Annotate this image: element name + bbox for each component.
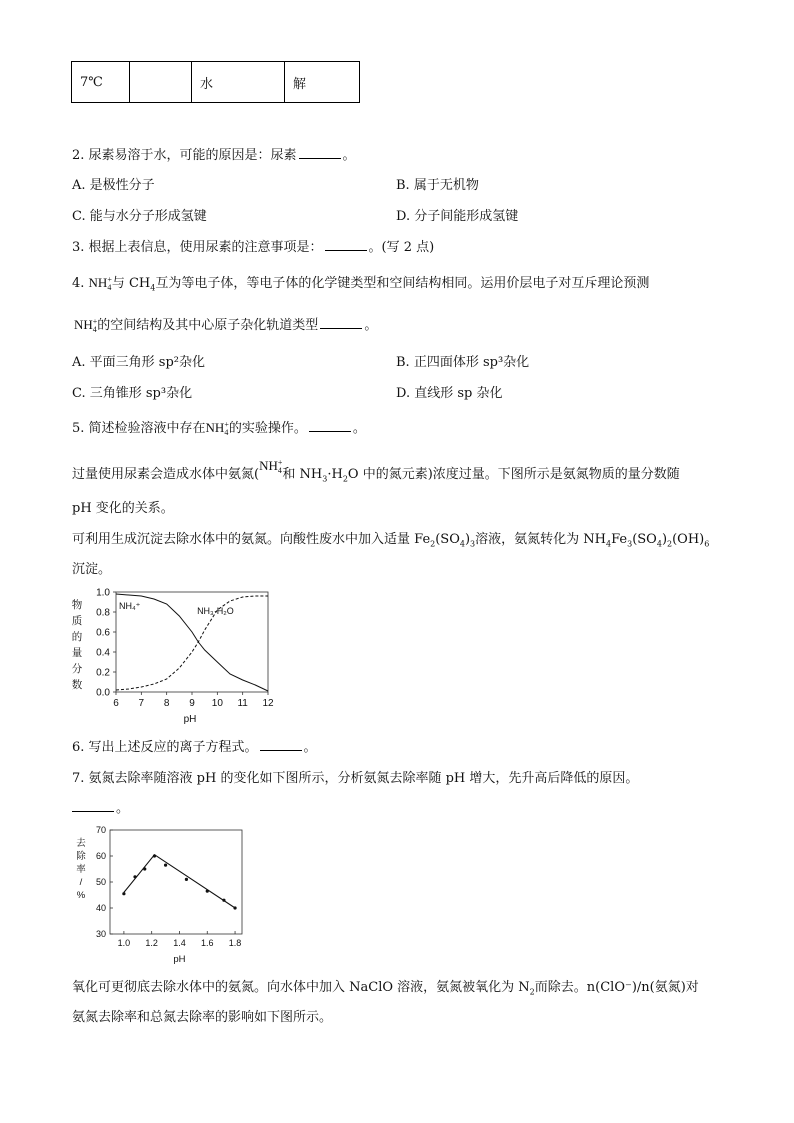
series-label-nh3h2o: NH₃·H₂O [197, 606, 234, 616]
y-tick-label: 50 [95, 877, 106, 887]
answer-blank[interactable] [325, 238, 367, 251]
chart-removal-rate [66, 820, 256, 970]
chart-ammonia-fraction [66, 580, 286, 730]
ammonium-ion: NH + 4 [74, 317, 98, 335]
x-tick-label: 1.6 [201, 938, 214, 948]
trend-line [124, 855, 235, 908]
data-point [164, 864, 167, 867]
x-tick-label: 1.0 [117, 938, 131, 948]
answer-blank[interactable] [72, 799, 114, 812]
question-4: 4. NH + 4 与 $CH_4$互为等电子体，等电子体的化学键类型和空间结构相同。运用价层电子对互斥理论预测 [72, 275, 650, 293]
option-a: A. 平面三角形 sp²杂化 [72, 355, 205, 370]
answer-blank[interactable] [260, 738, 302, 751]
y-axis-label-char: 物 [71, 599, 83, 611]
plot-frame [110, 830, 242, 934]
y-axis-label-char: 的 [71, 631, 83, 643]
table-cell: 7℃ [72, 62, 130, 103]
answer-blank[interactable] [320, 316, 362, 329]
x-tick-label: 11 [237, 698, 248, 709]
series-label-nh4: NH₄⁺ [119, 601, 141, 611]
question-6: 6. 写出上述反应的离子方程式。 。 [72, 740, 317, 755]
paragraph-precipitation-line-2: 沉淀。 [72, 562, 112, 577]
question-5: 5. 简述检验溶液中存在NH + 4 的实验操作。 。 [72, 420, 366, 438]
x-tick-label: 10 [211, 698, 223, 709]
y-axis-label-char: 质 [71, 615, 83, 627]
y-axis-label-char: / [79, 877, 83, 888]
option-c: C. 能与水分子形成氢键 [72, 209, 207, 224]
option-d: D. 直线形 sp 杂化 [396, 386, 503, 401]
x-tick-label: 9 [189, 698, 195, 709]
data-point [185, 878, 188, 881]
paragraph-oxidation: 氧化可更彻底去除水体中的氨氮。向水体中加入 NaClO 溶液，氨氮被氧化为 $N_2$而除去。n(ClO⁻)/n(氨氮)对 [72, 980, 699, 997]
paragraph-oxidation-line-2: 氨氮去除率和总氮去除率的影响如下图所示。 [72, 1010, 333, 1025]
y-tick-label: 30 [95, 929, 106, 939]
y-tick-label: 0.4 [96, 647, 110, 659]
question-7: 7. 氨氮去除率随溶液 pH 的变化如下图所示，分析氨氮去除率随 pH 增大，先升高后降低的原因。 [72, 771, 639, 786]
option-c: C. 三角锥形 sp³杂化 [72, 386, 193, 401]
option-b: B. 正四面体形 sp³杂化 [396, 355, 530, 370]
question-4-line-2: NH + 4 的空间结构及其中心原子杂化轨道类型 。 [74, 317, 378, 335]
ammonium-ion: NH + 4 [88, 275, 112, 293]
data-point [122, 892, 125, 895]
question-7-answer: 。 [72, 797, 129, 816]
y-axis-label-char: 量 [71, 647, 83, 659]
question-3-end: 。(写 2 点) [368, 240, 435, 255]
data-point [233, 906, 236, 909]
table-row [72, 62, 360, 103]
x-tick-label: 12 [262, 698, 274, 709]
y-tick-label: 40 [95, 903, 106, 913]
y-axis-label-char: % [76, 890, 86, 901]
x-axis-label: pH [183, 714, 197, 725]
x-tick-label: 1.8 [228, 938, 242, 948]
data-point [206, 890, 209, 893]
data-point [143, 867, 146, 870]
question-2-stem: 2. 尿素易溶于水，可能的原因是：尿素 [72, 148, 297, 163]
question-3-stem: 3. 根据上表信息，使用尿素的注意事项是： [72, 240, 323, 255]
table-cell [130, 62, 192, 103]
y-tick-label: 0.2 [96, 667, 110, 679]
data-point [133, 875, 136, 878]
x-tick-label: 1.4 [173, 938, 186, 948]
y-axis-label-char: 分 [71, 663, 83, 675]
table-cell: 水 [192, 62, 285, 103]
x-axis-label: pH [173, 954, 186, 965]
question-2 [72, 144, 356, 163]
option-a: A. 是极性分子 [72, 178, 155, 193]
y-axis-label-char: 去 [76, 838, 86, 849]
answer-blank[interactable] [309, 419, 351, 432]
y-tick-label: 0.8 [96, 607, 110, 619]
y-tick-label: 1.0 [96, 587, 110, 599]
x-tick-label: 6 [113, 698, 119, 709]
question-2-end: 。 [342, 148, 356, 163]
y-axis-label-char: 除 [76, 851, 86, 862]
question-4-number: 4. [72, 276, 85, 291]
y-axis-label-char: 率 [76, 864, 86, 875]
paragraph-ammonia-line-2: pH 变化的关系。 [72, 501, 174, 516]
x-tick-label: 7 [138, 698, 145, 709]
y-tick-label: 60 [95, 851, 106, 861]
ammonium-ion: NH + 4 [205, 420, 229, 438]
y-tick-label: 0.6 [96, 627, 110, 639]
y-tick-label: 0.0 [96, 687, 110, 699]
y-axis-label-char: 数 [71, 679, 83, 691]
option-d: D. 分子间能形成氢键 [396, 209, 519, 224]
paragraph-ammonia: 过量使用尿素会造成水体中氨氮(NH + 4 和 $NH_3\cdot H_2O$ 中的氮元素)浓度过量。下图所示是氨氮物质的量分数随 [72, 458, 680, 484]
x-tick-label: 1.2 [145, 938, 158, 948]
table-cell: 解 [285, 62, 360, 103]
property-table [71, 61, 360, 103]
paragraph-precipitation: 可利用生成沉淀去除水体中的氨氮。向酸性废水中加入适量 $Fe_2(SO_4)_3$溶液，氨氮转化为 $NH_4Fe_3(SO_4)_2(OH)_6$ [72, 532, 710, 549]
x-tick-label: 8 [163, 698, 170, 709]
answer-blank[interactable] [299, 146, 341, 159]
y-tick-label: 70 [95, 825, 106, 835]
data-point [153, 854, 156, 857]
option-b: B. 属于无机物 [396, 178, 479, 193]
data-point [222, 899, 225, 902]
ammonium-ion: NH + 4 [259, 458, 283, 476]
question-3 [72, 236, 434, 255]
